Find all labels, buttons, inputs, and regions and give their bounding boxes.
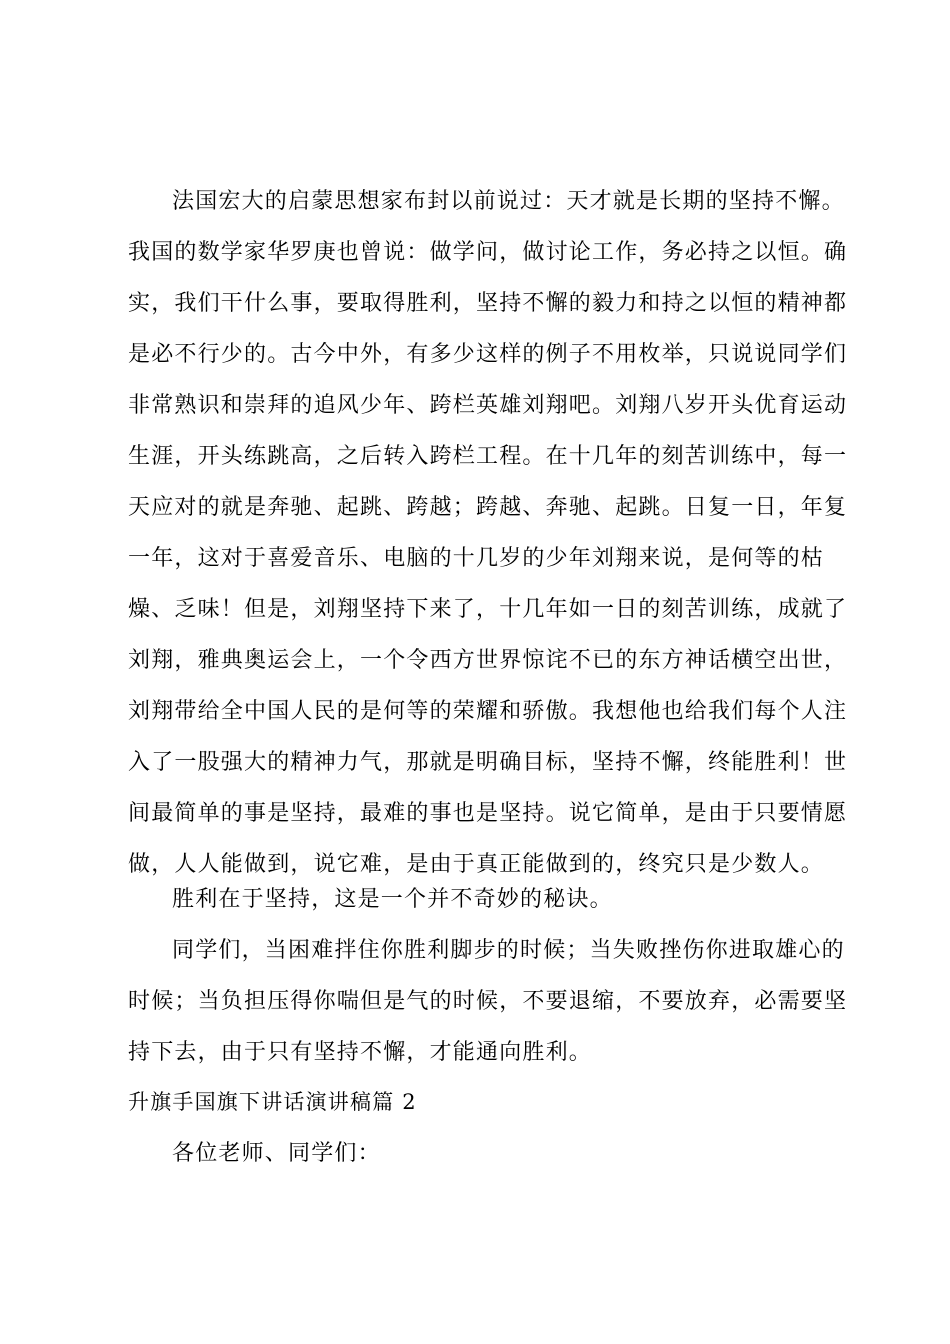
paragraph-line: 法国宏大的启蒙思想家布封以前说过：天才就是长期的坚持不懈。 xyxy=(172,189,845,214)
section-heading: 升旗手国旗下讲话演讲稿篇 2 xyxy=(128,1090,417,1114)
paragraph-line: 持下去，由于只有坚持不懈，才能通向胜利。 xyxy=(128,1040,593,1065)
paragraph-line: 刘翔，雅典奥运会上，一个令西方世界惊诧不已的东方神话横空出世， xyxy=(128,648,848,673)
paragraph-line: 做，人人能做到，说它难，是由于真正能做到的，终究只是少数人。 xyxy=(128,852,825,877)
paragraph-line: 生涯，开头练跳高，之后转入跨栏工程。在十几年的刻苦训练中，每一 xyxy=(128,444,848,469)
paragraph-line: 我国的数学家华罗庚也曾说：做学问，做讨论工作，务必持之以恒。确 xyxy=(128,240,848,265)
paragraph-line: 间最简单的事是坚持，最难的事也是坚持。说它简单，是由于只要情愿 xyxy=(128,801,848,826)
paragraph-line: 天应对的就是奔驰、起跳、跨越；跨越、奔驰、起跳。日复一日，年复 xyxy=(128,495,848,520)
paragraph-line: 时候；当负担压得你喘但是气的时候，不要退缩，不要放弃，必需要坚 xyxy=(128,989,848,1014)
paragraph-classmates xyxy=(128,925,848,1078)
paragraph-line: 非常熟识和崇拜的追风少年、跨栏英雄刘翔吧。刘翔八岁开头优育运动 xyxy=(128,393,848,418)
paragraph-line: 实，我们干什么事，要取得胜利，坚持不懈的毅力和持之以恒的精神都 xyxy=(128,291,848,316)
paragraph-line: 是必不行少的。古今中外，有多少这样的例子不用枚举，只说说同学们 xyxy=(128,342,848,367)
paragraph-line: 一年，这对于喜爱音乐、电脑的十几岁的少年刘翔来说，是何等的枯 xyxy=(128,546,825,571)
paragraph-line: 燥、乏味！但是，刘翔坚持下来了，十几年如一日的刻苦训练，成就了 xyxy=(128,597,848,622)
paragraph-secret: 胜利在于坚持，这是一个并不奇妙的秘诀。 xyxy=(172,887,613,912)
greeting-line: 各位老师、同学们： xyxy=(172,1141,381,1166)
paragraph-line: 入了一股强大的精神力气，那就是明确目标，坚持不懈，终能胜利！世 xyxy=(128,750,848,775)
paragraph-perseverance xyxy=(128,176,848,890)
paragraph-line: 刘翔带给全中国人民的是何等的荣耀和骄傲。我想他也给我们每个人注 xyxy=(128,699,848,724)
paragraph-line: 同学们，当困难拌住你胜利脚步的时候；当失败挫伤你进取雄心的 xyxy=(172,938,845,963)
